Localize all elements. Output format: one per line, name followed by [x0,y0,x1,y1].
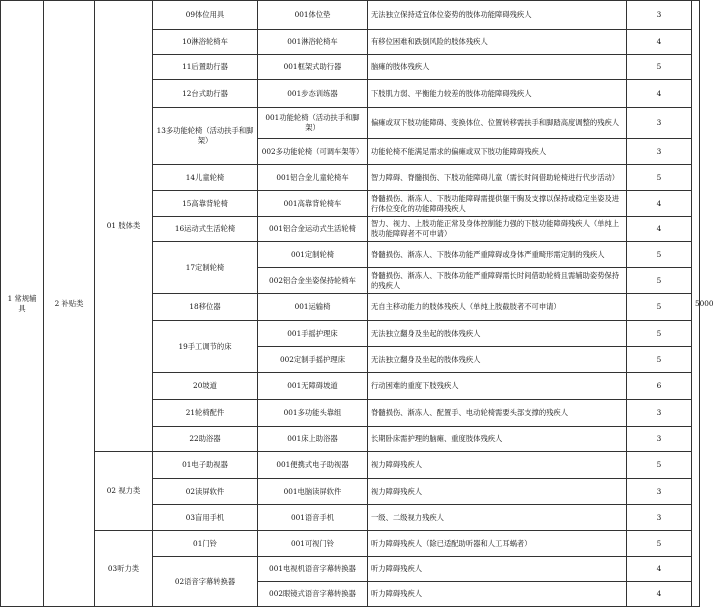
quantity-cell: 4 [627,30,692,55]
sub-item-cell: 001电视机语音字幕转换器 [258,557,368,582]
sub-item-cell: 002眼镜式语音字幕转换器 [258,582,368,607]
sub-item-cell: 001床上助浴器 [258,427,368,452]
eligibility-cell: 听力障碍残疾人 [368,582,627,607]
sub-item-cell: 001电脑读屏软件 [258,479,368,505]
sub-item-cell: 001多功能头靠组 [258,400,368,427]
quantity-cell: 5 [627,531,692,557]
eligibility-cell: 视力障碍残疾人 [368,452,627,479]
item-name-cell: 16运动式生活轮椅 [153,217,258,242]
eligibility-cell: 无自主移动能力的肢体残疾人（单纯上肢截肢者不可申请） [368,294,627,321]
eligibility-cell: 无法独立翻身及坐起的肢体残疾人 [368,321,627,347]
sub-item-cell: 001铝合金儿童轮椅车 [258,165,368,191]
sub-item-cell: 001无障碍坡道 [258,373,368,400]
eligibility-cell: 偏瘫或双下肢功能障碍、变换体位、位置转移需扶手和脚踏高度调整的残疾人 [368,108,627,139]
quantity-cell: 4 [627,191,692,217]
item-name-cell: 15高靠背轮椅 [153,191,258,217]
item-name-cell: 01门铃 [153,531,258,557]
eligibility-cell: 智力障碍、脊髓损伤、下肢功能障碍儿童（需长时间借助轮椅进行代步活动） [368,165,627,191]
item-name-cell: 09体位用具 [153,1,258,30]
eligibility-cell: 下肢肌力弱、平衡能力较差的肢体功能障碍残疾人 [368,80,627,108]
eligibility-cell: 一级、二级视力残疾人 [368,505,627,531]
eligibility-cell: 功能轮椅不能满足需求的偏瘫或双下肢功能障碍残疾人 [368,139,627,165]
quantity-cell: 3 [627,427,692,452]
sub-item-cell: 001语音手机 [258,505,368,531]
quantity-cell: 3 [627,479,692,505]
item-name-cell: 22助浴器 [153,427,258,452]
item-name-cell: 11后置助行器 [153,55,258,80]
quantity-cell: 3 [627,505,692,531]
eligibility-cell: 脊髓损伤、渐冻人、下肢体功能严重障碍需长时间借助轮椅且需辅助姿势保持的残疾人 [368,268,627,294]
quantity-cell: 4 [627,80,692,108]
item-name-cell: 18移位器 [153,294,258,321]
sub-item-cell: 001体位垫 [258,1,368,30]
quantity-cell: 3 [627,139,692,165]
quantity-cell: 3 [627,1,692,30]
eligibility-cell: 脊髓损伤、渐冻人、下肢体功能严重障碍或身体严重畸形需定制的残疾人 [368,242,627,268]
eligibility-cell: 有移位困难和跌倒风险的肢体残疾人 [368,30,627,55]
eligibility-cell: 听力障碍残疾人（除已适配助听器和人工耳蜗者） [368,531,627,557]
limb-category-cell: 01 肢体类 [95,1,153,452]
eligibility-cell: 脊髓损伤、渐冻人、配置手、电动轮椅需要头部支撑的残疾人 [368,400,627,427]
quantity-cell: 3 [627,108,692,139]
quantity-cell: 6 [627,373,692,400]
item-name-cell: 02读屏软件 [153,479,258,505]
item-name-cell: 19手工调节的床 [153,321,258,373]
eligibility-cell: 脊髓损伤、渐冻人、下肢功能障碍需提供躯干胸及支撑以保持或稳定坐姿及进行体位变化的功能障碍残疾人 [368,191,627,217]
quantity-cell: 4 [627,217,692,242]
quantity-cell: 5 [627,452,692,479]
quantity-cell: 3 [627,400,692,427]
category-level1-cell: 1 常规辅具 [1,1,44,607]
quantity-cell: 4 [627,582,692,607]
eligibility-cell: 视力障碍残疾人 [368,479,627,505]
eligibility-cell: 长期卧床需护理的脑瘫、重度肢体残疾人 [368,427,627,452]
quantity-cell: 5 [627,268,692,294]
eligibility-cell: 脑瘫的肢体残疾人 [368,55,627,80]
item-name-cell: 02语音字幕转换器 [153,557,258,607]
hearing-category-cell: 03听力类 [95,531,153,607]
sub-item-cell: 001步态训练器 [258,80,368,108]
sub-item-cell: 001高靠背轮椅车 [258,191,368,217]
item-name-cell: 14儿童轮椅 [153,165,258,191]
quantity-cell: 5 [627,165,692,191]
item-name-cell: 17定制轮椅 [153,242,258,294]
item-name-cell: 10淋浴轮椅车 [153,30,258,55]
quantity-cell: 5 [627,242,692,268]
sub-item-cell: 001运输椅 [258,294,368,321]
item-name-cell: 01电子助视器 [153,452,258,479]
eligibility-cell: 听力障碍残疾人 [368,557,627,582]
quantity-cell: 5 [627,294,692,321]
item-name-cell: 20坡道 [153,373,258,400]
sub-item-cell: 001框架式助行器 [258,55,368,80]
item-name-cell: 21轮椅配件 [153,400,258,427]
item-name-cell: 03盲用手机 [153,505,258,531]
sub-item-cell: 001淋浴轮椅车 [258,30,368,55]
item-name-cell: 12台式助行器 [153,80,258,108]
quantity-cell: 5 [627,321,692,347]
table-row [1,531,700,557]
category-level2-cell: 2 补贴类 [44,1,95,607]
vision-category-cell: 02 视力类 [95,452,153,531]
sub-item-cell: 002多功能轮椅（可调车架等） [258,139,368,165]
table-row [1,1,700,30]
quantity-cell: 4 [627,557,692,582]
sub-item-cell: 001铝合金运动式生活轮椅 [258,217,368,242]
eligibility-cell: 无法独立翻身及坐起的肢体残疾人 [368,347,627,373]
sub-item-cell: 001便携式电子助视器 [258,452,368,479]
sub-item-cell: 001定制轮椅 [258,242,368,268]
item-name-cell: 13多功能轮椅（活动扶手和脚架） [153,108,258,165]
sub-item-cell: 001可视门铃 [258,531,368,557]
eligibility-cell: 智力、视力、上肢功能正常及身体控制能力强的下肢功能障碍残疾人（单纯上肢功能障碍者不可申请） [368,217,627,242]
eligibility-cell: 行动困难的重度下肢残疾人 [368,373,627,400]
subsidy-amount-cell: 5000 [692,1,700,607]
quantity-cell: 5 [627,55,692,80]
sub-item-cell: 002定制手摇护理床 [258,347,368,373]
sub-item-cell: 001手摇护理床 [258,321,368,347]
sub-item-cell: 001功能轮椅（活动扶手和脚架） [258,108,368,139]
quantity-cell: 5 [627,347,692,373]
eligibility-cell: 无法独立保持适宜体位姿势的肢体功能障碍残疾人 [368,1,627,30]
sub-item-cell: 002铝合金坐姿保持轮椅车 [258,268,368,294]
table-row [1,452,700,479]
